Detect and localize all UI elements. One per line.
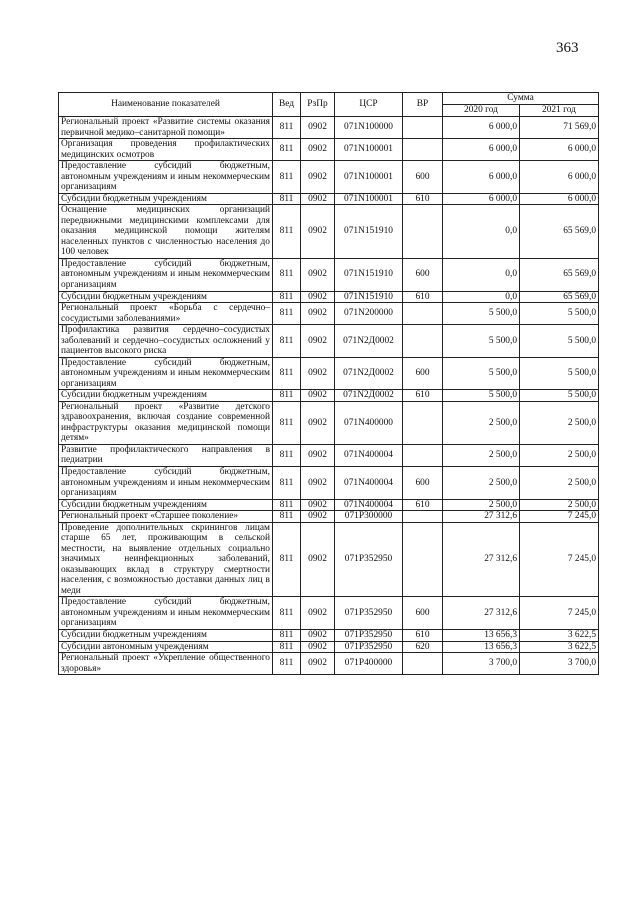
cell-sum-2020: 6 000,0 [443, 139, 520, 161]
cell-vr [403, 522, 443, 597]
cell-sum-2021: 2 500,0 [520, 444, 599, 466]
cell-csr: 071N2Д0002 [335, 325, 403, 358]
cell-csr: 071N400004 [335, 444, 403, 466]
cell-vr: 610 [403, 291, 443, 303]
cell-vr [403, 401, 443, 444]
cell-vr: 610 [403, 390, 443, 402]
cell-sum-2021: 3 700,0 [520, 653, 599, 675]
table-row [59, 357, 599, 390]
cell-rzpr: 0902 [301, 291, 335, 303]
cell-name: Региональный проект «Борьба с сердечно–сосудистыми заболеваниями» [59, 303, 273, 325]
cell-ved: 811 [273, 522, 301, 597]
cell-ved: 811 [273, 161, 301, 194]
cell-sum-2021: 71 569,0 [520, 117, 599, 139]
cell-vr: 620 [403, 641, 443, 653]
budget-table [58, 92, 599, 675]
header-csr: ЦСР [335, 93, 403, 117]
cell-sum-2021: 6 000,0 [520, 139, 599, 161]
cell-csr: 071N400004 [335, 467, 403, 500]
header-year-2020: 2020 год [443, 105, 520, 117]
cell-rzpr: 0902 [301, 117, 335, 139]
cell-vr [403, 511, 443, 523]
cell-csr: 071N2Д0002 [335, 357, 403, 390]
header-rzpr: РзПр [301, 93, 335, 117]
cell-ved: 811 [273, 629, 301, 641]
cell-ved: 811 [273, 499, 301, 511]
cell-name: Развитие профилактического направления в педиатрии [59, 444, 273, 466]
cell-csr: 071N200000 [335, 303, 403, 325]
cell-sum-2020: 3 700,0 [443, 653, 520, 675]
table-row [59, 325, 599, 358]
cell-rzpr: 0902 [301, 205, 335, 259]
header-vr: ВР [403, 93, 443, 117]
table-row [59, 303, 599, 325]
cell-ved: 811 [273, 511, 301, 523]
cell-rzpr: 0902 [301, 467, 335, 500]
cell-sum-2020: 2 500,0 [443, 467, 520, 500]
cell-ved: 811 [273, 653, 301, 675]
table-body [59, 117, 599, 675]
cell-ved: 811 [273, 193, 301, 205]
cell-rzpr: 0902 [301, 390, 335, 402]
table-row [59, 258, 599, 291]
table-row [59, 390, 599, 402]
cell-sum-2020: 0,0 [443, 291, 520, 303]
cell-name: Субсидии бюджетным учреждениям [59, 291, 273, 303]
cell-csr: 071N400004 [335, 499, 403, 511]
cell-ved: 811 [273, 467, 301, 500]
header-sum: Сумма [443, 93, 599, 105]
cell-sum-2020: 2 500,0 [443, 499, 520, 511]
table-row [59, 653, 599, 675]
cell-name: Организация проведения профилактических медицинских осмотров [59, 139, 273, 161]
cell-csr: 071N400000 [335, 401, 403, 444]
cell-sum-2021: 3 622,5 [520, 629, 599, 641]
cell-sum-2021: 7 245,0 [520, 522, 599, 597]
cell-sum-2020: 27 312,6 [443, 511, 520, 523]
cell-csr: 071P352950 [335, 597, 403, 630]
cell-sum-2020: 2 500,0 [443, 401, 520, 444]
cell-name: Предоставление субсидий бюджетным, автономным учреждениям и иным некоммерческим организациям [59, 357, 273, 390]
cell-sum-2021: 65 569,0 [520, 258, 599, 291]
cell-name: Предоставление субсидий бюджетным, автономным учреждениям и иным некоммерческим организациям [59, 467, 273, 500]
cell-ved: 811 [273, 205, 301, 259]
cell-name: Предоставление субсидий бюджетным, автономным учреждениям и иным некоммерческим организациям [59, 258, 273, 291]
cell-vr: 600 [403, 467, 443, 500]
table-row [59, 401, 599, 444]
table-row [59, 467, 599, 500]
table-row [59, 499, 599, 511]
cell-sum-2021: 2 500,0 [520, 401, 599, 444]
cell-sum-2021: 2 500,0 [520, 499, 599, 511]
table-row [59, 444, 599, 466]
cell-name: Региональный проект «Старшее поколение» [59, 511, 273, 523]
cell-vr [403, 444, 443, 466]
page-number: 363 [556, 40, 579, 56]
header-ved: Вед [273, 93, 301, 117]
cell-name: Субсидии бюджетным учреждениям [59, 499, 273, 511]
cell-sum-2021: 2 500,0 [520, 467, 599, 500]
table-row [59, 641, 599, 653]
cell-ved: 811 [273, 401, 301, 444]
cell-vr [403, 303, 443, 325]
cell-csr: 071N100001 [335, 139, 403, 161]
cell-name: Субсидии бюджетным учреждениям [59, 390, 273, 402]
cell-csr: 071P352950 [335, 641, 403, 653]
cell-sum-2020: 6 000,0 [443, 161, 520, 194]
table-row [59, 522, 599, 597]
cell-sum-2020: 2 500,0 [443, 444, 520, 466]
cell-csr: 071N151910 [335, 291, 403, 303]
cell-csr: 071P352950 [335, 629, 403, 641]
cell-rzpr: 0902 [301, 161, 335, 194]
cell-rzpr: 0902 [301, 641, 335, 653]
cell-csr: 071P300000 [335, 511, 403, 523]
cell-sum-2021: 3 622,5 [520, 641, 599, 653]
cell-sum-2020: 27 312,6 [443, 597, 520, 630]
cell-rzpr: 0902 [301, 193, 335, 205]
table-row [59, 291, 599, 303]
cell-sum-2021: 5 500,0 [520, 357, 599, 390]
cell-name: Проведение дополнительных скринингов лицам старше 65 лет, проживающим в сельской местности, на выявление отдельных социально значимых неинфекционных заболеваний, оказывающих вклад в структуру смертности населения, с возможностью доставки данных лиц в меди [59, 522, 273, 597]
cell-rzpr: 0902 [301, 258, 335, 291]
cell-sum-2021: 65 569,0 [520, 205, 599, 259]
cell-ved: 811 [273, 357, 301, 390]
header-name: Наименование показателей [59, 93, 273, 117]
cell-ved: 811 [273, 597, 301, 630]
cell-sum-2020: 5 500,0 [443, 325, 520, 358]
cell-csr: 071N151910 [335, 205, 403, 259]
cell-vr [403, 205, 443, 259]
cell-vr [403, 325, 443, 358]
cell-sum-2021: 6 000,0 [520, 161, 599, 194]
cell-vr: 610 [403, 629, 443, 641]
cell-sum-2020: 6 000,0 [443, 117, 520, 139]
cell-ved: 811 [273, 325, 301, 358]
cell-csr: 071N100000 [335, 117, 403, 139]
cell-vr [403, 139, 443, 161]
cell-rzpr: 0902 [301, 522, 335, 597]
cell-rzpr: 0902 [301, 629, 335, 641]
cell-sum-2020: 6 000,0 [443, 193, 520, 205]
table-row [59, 511, 599, 523]
cell-csr: 071N151910 [335, 258, 403, 291]
cell-sum-2020: 5 500,0 [443, 390, 520, 402]
cell-csr: 071N100001 [335, 161, 403, 194]
cell-name: Предоставление субсидий бюджетным, автономным учреждениям и иным некоммерческим организациям [59, 597, 273, 630]
cell-sum-2021: 65 569,0 [520, 291, 599, 303]
cell-ved: 811 [273, 444, 301, 466]
cell-csr: 071P352950 [335, 522, 403, 597]
cell-rzpr: 0902 [301, 511, 335, 523]
cell-rzpr: 0902 [301, 401, 335, 444]
cell-ved: 811 [273, 390, 301, 402]
table-row [59, 629, 599, 641]
cell-rzpr: 0902 [301, 597, 335, 630]
cell-name: Субсидии автономным учреждениям [59, 641, 273, 653]
table-row [59, 597, 599, 630]
cell-sum-2021: 7 245,0 [520, 511, 599, 523]
cell-sum-2021: 5 500,0 [520, 390, 599, 402]
cell-rzpr: 0902 [301, 139, 335, 161]
cell-name: Предоставление субсидий бюджетным, автономным учреждениям и иным некоммерческим организациям [59, 161, 273, 194]
cell-rzpr: 0902 [301, 499, 335, 511]
cell-name: Региональный проект «Развитие детского здравоохранения, включая создание современной инфраструктуры оказания медицинской помощи детям» [59, 401, 273, 444]
table-row [59, 193, 599, 205]
cell-sum-2020: 0,0 [443, 205, 520, 259]
cell-rzpr: 0902 [301, 303, 335, 325]
cell-rzpr: 0902 [301, 357, 335, 390]
table-row [59, 161, 599, 194]
cell-vr: 600 [403, 161, 443, 194]
cell-sum-2020: 5 500,0 [443, 357, 520, 390]
cell-sum-2020: 13 656,3 [443, 641, 520, 653]
cell-vr: 600 [403, 597, 443, 630]
cell-rzpr: 0902 [301, 653, 335, 675]
cell-vr: 610 [403, 499, 443, 511]
cell-sum-2021: 7 245,0 [520, 597, 599, 630]
cell-rzpr: 0902 [301, 444, 335, 466]
header-year-2021: 2021 год [520, 105, 599, 117]
cell-ved: 811 [273, 303, 301, 325]
cell-name: Оснащение медицинских организаций передвижными медицинскими комплексами для оказания медицинской помощи жителям населенных пунктов с численностью населения до 100 человек [59, 205, 273, 259]
cell-sum-2021: 6 000,0 [520, 193, 599, 205]
cell-name: Региональный проект «Развитие системы оказания первичной медико–санитарной помощи» [59, 117, 273, 139]
cell-name: Субсидии бюджетным учреждениям [59, 193, 273, 205]
cell-csr: 071N2Д0002 [335, 390, 403, 402]
cell-csr: 071P400000 [335, 653, 403, 675]
cell-ved: 811 [273, 291, 301, 303]
table-row [59, 139, 599, 161]
cell-vr [403, 117, 443, 139]
cell-sum-2021: 5 500,0 [520, 303, 599, 325]
cell-name: Региональный проект «Укрепление общественного здоровья» [59, 653, 273, 675]
cell-sum-2020: 0,0 [443, 258, 520, 291]
cell-sum-2020: 13 656,3 [443, 629, 520, 641]
cell-vr: 610 [403, 193, 443, 205]
cell-ved: 811 [273, 139, 301, 161]
cell-csr: 071N100001 [335, 193, 403, 205]
cell-ved: 811 [273, 258, 301, 291]
cell-ved: 811 [273, 117, 301, 139]
cell-name: Субсидии бюджетным учреждениям [59, 629, 273, 641]
table-row [59, 117, 599, 139]
cell-vr: 600 [403, 258, 443, 291]
table-row [59, 205, 599, 259]
cell-vr: 600 [403, 357, 443, 390]
cell-sum-2021: 5 500,0 [520, 325, 599, 358]
cell-name: Профилактика развития сердечно–сосудистых заболеваний и сердечно–сосудистых осложнений у пациентов высокого риска [59, 325, 273, 358]
cell-rzpr: 0902 [301, 325, 335, 358]
cell-ved: 811 [273, 641, 301, 653]
cell-sum-2020: 5 500,0 [443, 303, 520, 325]
cell-vr [403, 653, 443, 675]
cell-sum-2020: 27 312,6 [443, 522, 520, 597]
